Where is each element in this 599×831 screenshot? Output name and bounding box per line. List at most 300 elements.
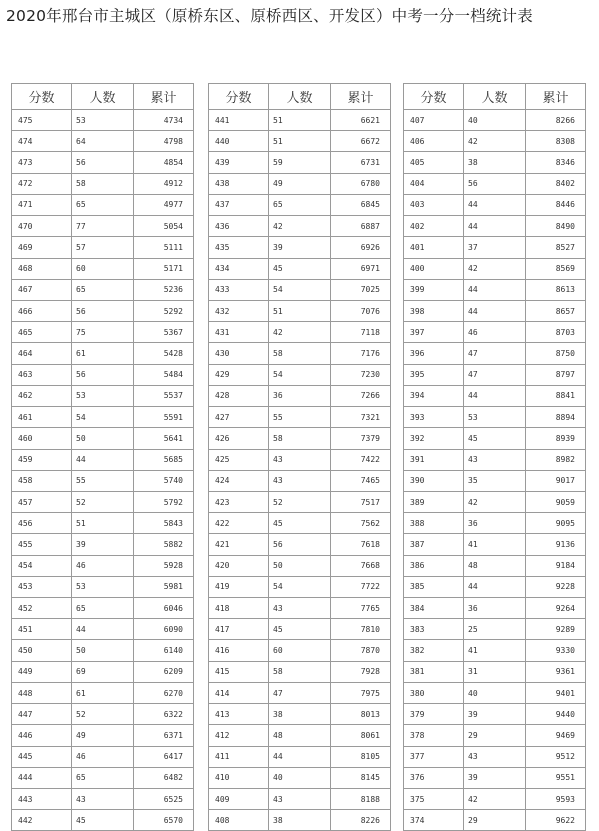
table-row: [209, 682, 391, 703]
count-cell: 36: [269, 385, 331, 406]
cumulative-cell: 8894: [526, 407, 586, 428]
cumulative-cell: 9264: [526, 598, 586, 619]
table-row: [12, 152, 194, 173]
header-count: 人数: [72, 84, 134, 110]
score-cell: 389: [404, 491, 464, 512]
count-cell: 43: [269, 449, 331, 470]
cumulative-cell: 6090: [134, 619, 194, 640]
score-cell: 393: [404, 407, 464, 428]
table-header-row: [404, 84, 586, 110]
count-cell: 53: [72, 110, 134, 131]
cumulative-cell: 5740: [134, 470, 194, 491]
cumulative-cell: 6672: [331, 131, 391, 152]
table-row: [209, 258, 391, 279]
count-cell: 56: [464, 173, 526, 194]
cumulative-cell: 7379: [331, 428, 391, 449]
count-cell: 46: [72, 555, 134, 576]
score-cell: 416: [209, 640, 269, 661]
count-cell: 43: [464, 746, 526, 767]
count-cell: 31: [464, 661, 526, 682]
score-cell: 422: [209, 513, 269, 534]
cumulative-cell: 8797: [526, 364, 586, 385]
count-cell: 65: [72, 767, 134, 788]
count-cell: 29: [464, 810, 526, 831]
table-row: [209, 746, 391, 767]
table-row: [404, 513, 586, 534]
score-cell: 439: [209, 152, 269, 173]
table-row: [209, 534, 391, 555]
score-cell: 400: [404, 258, 464, 279]
score-cell: 473: [12, 152, 72, 173]
score-cell: 384: [404, 598, 464, 619]
score-cell: 427: [209, 407, 269, 428]
cumulative-cell: 5292: [134, 300, 194, 321]
table-row: [12, 789, 194, 810]
score-cell: 451: [12, 619, 72, 640]
table-row: [12, 322, 194, 343]
count-cell: 45: [269, 513, 331, 534]
table-row: [12, 216, 194, 237]
count-cell: 65: [72, 598, 134, 619]
score-cell: 461: [12, 407, 72, 428]
cumulative-cell: 7975: [331, 682, 391, 703]
count-cell: 56: [269, 534, 331, 555]
count-cell: 55: [72, 470, 134, 491]
cumulative-cell: 8569: [526, 258, 586, 279]
table-row: [12, 300, 194, 321]
count-cell: 48: [269, 725, 331, 746]
score-cell: 417: [209, 619, 269, 640]
score-cell: 386: [404, 555, 464, 576]
count-cell: 61: [72, 343, 134, 364]
score-cell: 387: [404, 534, 464, 555]
cumulative-cell: 7517: [331, 491, 391, 512]
cumulative-cell: 9622: [526, 810, 586, 831]
count-cell: 45: [269, 619, 331, 640]
cumulative-cell: 8061: [331, 725, 391, 746]
cumulative-cell: 6046: [134, 598, 194, 619]
table-row: [12, 407, 194, 428]
cumulative-cell: 5641: [134, 428, 194, 449]
table-row: [209, 576, 391, 597]
score-cell: 418: [209, 598, 269, 619]
score-cell: 394: [404, 385, 464, 406]
table-row: [209, 322, 391, 343]
cumulative-cell: 9228: [526, 576, 586, 597]
count-cell: 52: [72, 491, 134, 512]
count-cell: 61: [72, 682, 134, 703]
table-row: [12, 279, 194, 300]
table-row: [404, 470, 586, 491]
table-row: [404, 619, 586, 640]
score-cell: 432: [209, 300, 269, 321]
table-row: [12, 237, 194, 258]
table-row: [209, 640, 391, 661]
cumulative-cell: 8188: [331, 789, 391, 810]
cumulative-cell: 7465: [331, 470, 391, 491]
cumulative-cell: 9512: [526, 746, 586, 767]
header-count: 人数: [464, 84, 526, 110]
count-cell: 44: [464, 385, 526, 406]
score-cell: 406: [404, 131, 464, 152]
cumulative-cell: 9184: [526, 555, 586, 576]
cumulative-cell: 9289: [526, 619, 586, 640]
score-cell: 453: [12, 576, 72, 597]
count-cell: 56: [72, 364, 134, 385]
cumulative-cell: 6971: [331, 258, 391, 279]
count-cell: 49: [72, 725, 134, 746]
table-row: [209, 491, 391, 512]
table-row: [12, 746, 194, 767]
count-cell: 42: [269, 216, 331, 237]
cumulative-cell: 5685: [134, 449, 194, 470]
count-cell: 36: [464, 513, 526, 534]
count-cell: 38: [464, 152, 526, 173]
score-cell: 456: [12, 513, 72, 534]
table-row: [404, 322, 586, 343]
cumulative-cell: 4854: [134, 152, 194, 173]
cumulative-cell: 4912: [134, 173, 194, 194]
cumulative-cell: 8750: [526, 343, 586, 364]
cumulative-cell: 7176: [331, 343, 391, 364]
count-cell: 43: [269, 789, 331, 810]
cumulative-cell: 7722: [331, 576, 391, 597]
score-cell: 415: [209, 661, 269, 682]
score-cell: 468: [12, 258, 72, 279]
table-header-row: [12, 84, 194, 110]
header-score: 分数: [12, 84, 72, 110]
table-row: [404, 661, 586, 682]
count-cell: 42: [464, 491, 526, 512]
cumulative-cell: 6845: [331, 194, 391, 215]
cumulative-cell: 8346: [526, 152, 586, 173]
count-cell: 59: [269, 152, 331, 173]
count-cell: 39: [464, 767, 526, 788]
cumulative-cell: 8657: [526, 300, 586, 321]
cumulative-cell: 7025: [331, 279, 391, 300]
cumulative-cell: 5591: [134, 407, 194, 428]
count-cell: 56: [72, 152, 134, 173]
score-cell: 376: [404, 767, 464, 788]
table-row: [12, 534, 194, 555]
cumulative-cell: 5171: [134, 258, 194, 279]
cumulative-cell: 6926: [331, 237, 391, 258]
table-row: [209, 300, 391, 321]
count-cell: 53: [72, 385, 134, 406]
count-cell: 45: [72, 810, 134, 831]
score-cell: 444: [12, 767, 72, 788]
count-cell: 40: [464, 682, 526, 703]
count-cell: 65: [72, 194, 134, 215]
table-row: [12, 767, 194, 788]
count-cell: 52: [72, 704, 134, 725]
cumulative-cell: 4977: [134, 194, 194, 215]
cumulative-cell: 6621: [331, 110, 391, 131]
table-row: [209, 194, 391, 215]
table-row: [209, 216, 391, 237]
cumulative-cell: 7321: [331, 407, 391, 428]
count-cell: 69: [72, 661, 134, 682]
score-cell: 375: [404, 789, 464, 810]
cumulative-cell: 5484: [134, 364, 194, 385]
score-cell: 462: [12, 385, 72, 406]
table-row: [209, 767, 391, 788]
table-row: [209, 237, 391, 258]
table-row: [12, 513, 194, 534]
table-row: [404, 216, 586, 237]
cumulative-cell: 7422: [331, 449, 391, 470]
score-cell: 434: [209, 258, 269, 279]
count-cell: 29: [464, 725, 526, 746]
score-cell: 454: [12, 555, 72, 576]
cumulative-cell: 9551: [526, 767, 586, 788]
table-row: [12, 364, 194, 385]
table-row: [12, 131, 194, 152]
table-row: [12, 725, 194, 746]
count-cell: 43: [269, 598, 331, 619]
score-cell: 445: [12, 746, 72, 767]
cumulative-cell: 8527: [526, 237, 586, 258]
count-cell: 39: [72, 534, 134, 555]
cumulative-cell: 5054: [134, 216, 194, 237]
table-row: [404, 279, 586, 300]
count-cell: 55: [269, 407, 331, 428]
count-cell: 44: [72, 449, 134, 470]
score-cell: 428: [209, 385, 269, 406]
cumulative-cell: 6482: [134, 767, 194, 788]
score-cell: 379: [404, 704, 464, 725]
count-cell: 43: [464, 449, 526, 470]
cumulative-cell: 6887: [331, 216, 391, 237]
score-cell: 475: [12, 110, 72, 131]
score-cell: 470: [12, 216, 72, 237]
table-row: [209, 407, 391, 428]
table-row: [404, 704, 586, 725]
score-cell: 459: [12, 449, 72, 470]
cumulative-cell: 6731: [331, 152, 391, 173]
table-row: [209, 789, 391, 810]
cumulative-cell: 9095: [526, 513, 586, 534]
count-cell: 44: [72, 619, 134, 640]
table-row: [209, 661, 391, 682]
count-cell: 47: [464, 364, 526, 385]
table-row: [12, 619, 194, 640]
table-row: [404, 449, 586, 470]
cumulative-cell: 9401: [526, 682, 586, 703]
score-cell: 448: [12, 682, 72, 703]
count-cell: 44: [464, 216, 526, 237]
score-cell: 431: [209, 322, 269, 343]
score-cell: 405: [404, 152, 464, 173]
score-cell: 425: [209, 449, 269, 470]
table-row: [404, 407, 586, 428]
score-cell: 391: [404, 449, 464, 470]
count-cell: 65: [269, 194, 331, 215]
count-cell: 64: [72, 131, 134, 152]
table-header-row: [209, 84, 391, 110]
count-cell: 54: [269, 576, 331, 597]
score-cell: 446: [12, 725, 72, 746]
cumulative-cell: 5843: [134, 513, 194, 534]
score-table-3: [403, 83, 586, 831]
score-cell: 382: [404, 640, 464, 661]
cumulative-cell: 7618: [331, 534, 391, 555]
score-cell: 399: [404, 279, 464, 300]
count-cell: 35: [464, 470, 526, 491]
table-row: [209, 173, 391, 194]
table-row: [12, 491, 194, 512]
cumulative-cell: 5367: [134, 322, 194, 343]
count-cell: 51: [72, 513, 134, 534]
score-cell: 419: [209, 576, 269, 597]
score-cell: 414: [209, 682, 269, 703]
cumulative-cell: 6780: [331, 173, 391, 194]
score-cell: 420: [209, 555, 269, 576]
count-cell: 44: [269, 746, 331, 767]
table-row: [12, 576, 194, 597]
table-row: [404, 110, 586, 131]
table-row: [209, 704, 391, 725]
score-cell: 463: [12, 364, 72, 385]
table-row: [404, 173, 586, 194]
score-cell: 385: [404, 576, 464, 597]
cumulative-cell: 9017: [526, 470, 586, 491]
cumulative-cell: 5428: [134, 343, 194, 364]
count-cell: 41: [464, 640, 526, 661]
score-cell: 457: [12, 491, 72, 512]
table-row: [209, 279, 391, 300]
cumulative-cell: 8013: [331, 704, 391, 725]
count-cell: 51: [269, 110, 331, 131]
cumulative-cell: 8490: [526, 216, 586, 237]
score-table-1: [11, 83, 194, 831]
cumulative-cell: 9136: [526, 534, 586, 555]
score-cell: 440: [209, 131, 269, 152]
score-cell: 396: [404, 343, 464, 364]
count-cell: 42: [464, 258, 526, 279]
header-cumulative: 累计: [331, 84, 391, 110]
cumulative-cell: 8703: [526, 322, 586, 343]
score-cell: 374: [404, 810, 464, 831]
table-row: [209, 513, 391, 534]
cumulative-cell: 8446: [526, 194, 586, 215]
cumulative-cell: 6270: [134, 682, 194, 703]
score-cell: 407: [404, 110, 464, 131]
table-row: [12, 661, 194, 682]
cumulative-cell: 9593: [526, 789, 586, 810]
count-cell: 77: [72, 216, 134, 237]
count-cell: 50: [72, 640, 134, 661]
score-cell: 410: [209, 767, 269, 788]
score-cell: 398: [404, 300, 464, 321]
count-cell: 38: [269, 704, 331, 725]
cumulative-cell: 5928: [134, 555, 194, 576]
score-cell: 474: [12, 131, 72, 152]
score-cell: 413: [209, 704, 269, 725]
table-row: [12, 385, 194, 406]
count-cell: 54: [269, 364, 331, 385]
score-cell: 412: [209, 725, 269, 746]
table-row: [404, 576, 586, 597]
score-cell: 429: [209, 364, 269, 385]
cumulative-cell: 6570: [134, 810, 194, 831]
cumulative-cell: 8105: [331, 746, 391, 767]
score-cell: 401: [404, 237, 464, 258]
score-cell: 381: [404, 661, 464, 682]
count-cell: 58: [269, 428, 331, 449]
table-row: [12, 428, 194, 449]
score-cell: 377: [404, 746, 464, 767]
cumulative-cell: 7230: [331, 364, 391, 385]
cumulative-cell: 9440: [526, 704, 586, 725]
table-row: [209, 598, 391, 619]
cumulative-cell: 7076: [331, 300, 391, 321]
score-cell: 458: [12, 470, 72, 491]
score-cell: 450: [12, 640, 72, 661]
cumulative-cell: 7266: [331, 385, 391, 406]
count-cell: 47: [269, 682, 331, 703]
count-cell: 58: [269, 343, 331, 364]
score-cell: 437: [209, 194, 269, 215]
count-cell: 40: [269, 767, 331, 788]
score-cell: 403: [404, 194, 464, 215]
table-row: [404, 725, 586, 746]
count-cell: 43: [269, 470, 331, 491]
cumulative-cell: 6140: [134, 640, 194, 661]
count-cell: 41: [464, 534, 526, 555]
cumulative-cell: 8939: [526, 428, 586, 449]
score-cell: 392: [404, 428, 464, 449]
cumulative-cell: 5882: [134, 534, 194, 555]
cumulative-cell: 5981: [134, 576, 194, 597]
header-score: 分数: [404, 84, 464, 110]
table-row: [209, 152, 391, 173]
cumulative-cell: 5111: [134, 237, 194, 258]
table-row: [12, 343, 194, 364]
table-row: [209, 131, 391, 152]
table-row: [404, 555, 586, 576]
table-row: [12, 258, 194, 279]
table-row: [209, 810, 391, 831]
page-title: 2020年邢台市主城区（原桥东区、原桥西区、开发区）中考一分一档统计表: [6, 7, 533, 25]
cumulative-cell: 9361: [526, 661, 586, 682]
table-row: [404, 152, 586, 173]
table-row: [404, 428, 586, 449]
table-row: [12, 110, 194, 131]
count-cell: 60: [269, 640, 331, 661]
table-row: [404, 300, 586, 321]
count-cell: 45: [464, 428, 526, 449]
table-row: [209, 725, 391, 746]
score-cell: 397: [404, 322, 464, 343]
cumulative-cell: 8982: [526, 449, 586, 470]
score-cell: 433: [209, 279, 269, 300]
table-row: [404, 194, 586, 215]
table-row: [404, 682, 586, 703]
count-cell: 42: [269, 322, 331, 343]
score-cell: 438: [209, 173, 269, 194]
cumulative-cell: 5792: [134, 491, 194, 512]
count-cell: 46: [72, 746, 134, 767]
count-cell: 44: [464, 194, 526, 215]
cumulative-cell: 9059: [526, 491, 586, 512]
score-cell: 449: [12, 661, 72, 682]
table-row: [209, 364, 391, 385]
score-cell: 472: [12, 173, 72, 194]
table-row: [12, 555, 194, 576]
count-cell: 56: [72, 300, 134, 321]
cumulative-cell: 8145: [331, 767, 391, 788]
